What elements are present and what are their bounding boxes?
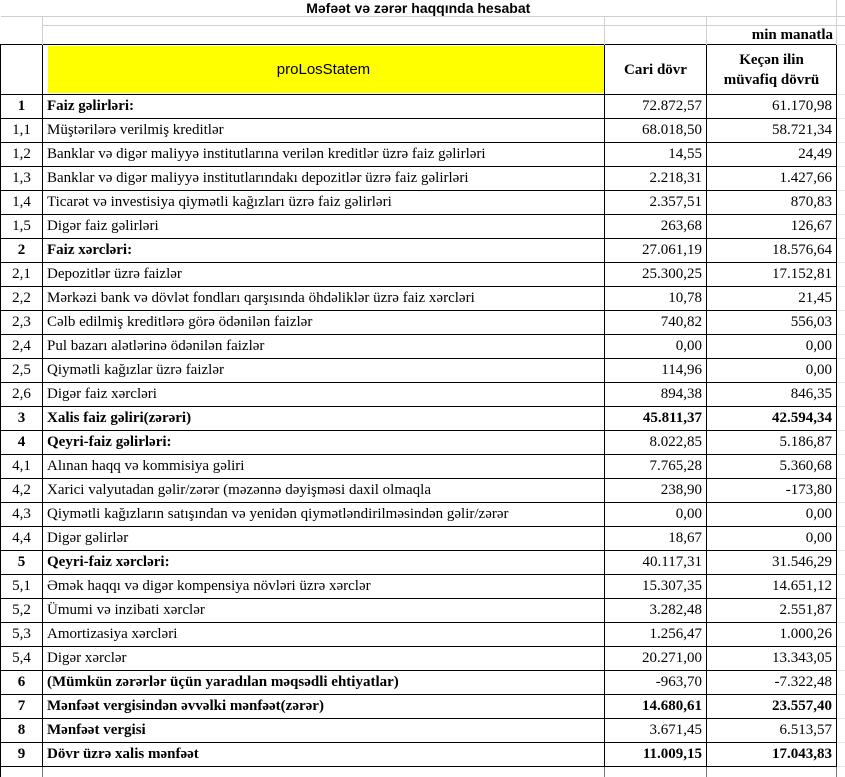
statement-name-cell[interactable]: proLosStatem [43,45,605,95]
value-current-cell[interactable]: 894,38 [605,383,707,407]
table-row [1,119,845,143]
value-current-cell[interactable]: 45.811,37 [605,407,707,431]
table-row [1,239,845,263]
row-label-cell[interactable]: Müştərilərə verilmiş kreditlər [43,119,605,143]
gutter-cell [837,311,845,335]
row-label-cell[interactable]: Mərkəzi bank və dövlət fondları qarşısında öhdəliklər üzrə faiz xərcləri [43,287,605,311]
spacer-row [1,17,845,26]
value-current-cell[interactable]: 14.680,61 [605,695,707,719]
table-row [1,359,845,383]
value-previous-cell[interactable]: 0,00 [707,527,837,551]
row-label-cell[interactable]: Ticarət və investisiya qiymətli kağızları üzrə faiz gəlirləri [43,191,605,215]
gutter-cell [837,215,845,239]
row-number-cell[interactable]: 5,2 [1,599,43,623]
gutter-cell [837,479,845,503]
row-number-cell[interactable]: 2,4 [1,335,43,359]
table-row [1,455,845,479]
row-number-cell[interactable]: 4,3 [1,503,43,527]
gutter-cell [837,167,845,191]
row-number-cell[interactable]: 5,3 [1,623,43,647]
row-label-cell[interactable]: Faiz gəlirləri: [43,95,605,119]
value-current-cell[interactable]: 40.117,31 [605,551,707,575]
value-current-cell[interactable]: 11.009,15 [605,743,707,767]
sheet-bottom [1,767,845,777]
table-row [1,431,845,455]
row-number-cell[interactable]: 2,2 [1,287,43,311]
gutter-cell [837,359,845,383]
table-row [1,623,845,647]
table-row [1,143,845,167]
value-current-cell[interactable]: 25.300,25 [605,263,707,287]
value-previous-cell[interactable]: 23.557,40 [707,695,837,719]
value-current-cell[interactable]: 3.671,45 [605,719,707,743]
value-current-cell[interactable]: 14,55 [605,143,707,167]
gutter-cell [837,455,845,479]
row-label-cell[interactable]: Alınan haqq və kommisiya gəliri [43,455,605,479]
row-number-cell[interactable]: 2 [1,239,43,263]
value-previous-cell[interactable]: 5.360,68 [707,455,837,479]
row-number-cell[interactable]: 2,3 [1,311,43,335]
value-previous-cell[interactable]: 1.000,26 [707,623,837,647]
value-current-cell[interactable]: 2.357,51 [605,191,707,215]
cutoff-cell[interactable] [43,767,605,777]
row-number-cell[interactable]: 6 [1,671,43,695]
row-label-cell[interactable]: Digər faiz xərcləri [43,383,605,407]
row-label-cell[interactable]: Depozitlər üzrə faizlər [43,263,605,287]
row-number-cell[interactable]: 7 [1,695,43,719]
row-label-cell[interactable]: Faiz xərcləri: [43,239,605,263]
gutter-cell [837,695,845,719]
row-label-cell[interactable]: Digər gəlirlər [43,527,605,551]
row-label-cell[interactable]: Banklar və digər maliyyə institutlarına verilən kreditlər üzrə faiz gəlirləri [43,143,605,167]
gutter-cell [837,671,845,695]
row-label-cell[interactable]: (Mümkün zərərlər üçün yaradılan məqsədli ehtiyatlar) [43,671,605,695]
table-row [1,167,845,191]
sheet-top [1,0,845,95]
value-current-cell[interactable]: 1.256,47 [605,623,707,647]
row-label-cell[interactable]: Qiymətli kağızların satışından və yenidən qiymətləndirilməsindən gəlir/zərər [43,503,605,527]
gutter-cell [837,119,845,143]
empty-cell[interactable] [43,26,605,45]
gutter-cell [837,383,845,407]
table-row [1,599,845,623]
table-row [1,743,845,767]
row-number-cell[interactable]: 2,5 [1,359,43,383]
table-row [1,527,845,551]
value-previous-cell[interactable]: 42.594,34 [707,407,837,431]
gutter-cell [837,431,845,455]
row-label-cell[interactable]: Mənfəət vergisindən əvvəlki mənfəət(zərər) [43,695,605,719]
row-label-cell[interactable]: Ümumi və inzibati xərclər [43,599,605,623]
value-previous-cell[interactable]: 17.043,83 [707,743,837,767]
value-current-cell[interactable]: 20.271,00 [605,647,707,671]
value-current-cell[interactable]: 114,96 [605,359,707,383]
row-number-cell[interactable]: 4,4 [1,527,43,551]
col-header-previous-line1: Keçən ilin [707,50,836,70]
value-current-cell[interactable]: 2.218,31 [605,167,707,191]
value-previous-cell[interactable]: 6.513,57 [707,719,837,743]
row-label-cell[interactable]: Əmək haqqı və digər kompensiya növləri üzrə xərclər [43,575,605,599]
table-row [1,95,845,119]
value-previous-cell[interactable]: 13.343,05 [707,647,837,671]
gutter-cell [837,743,845,767]
gutter-cell [837,407,845,431]
gutter-cell [837,551,845,575]
gutter-cell [837,239,845,263]
value-previous-cell[interactable]: 0,00 [707,503,837,527]
gutter-cell [837,599,845,623]
table-row [1,647,845,671]
row-number-cell[interactable]: 3 [1,407,43,431]
row-number-cell[interactable]: 1,2 [1,143,43,167]
value-previous-cell[interactable]: 556,03 [707,311,837,335]
value-previous-cell[interactable]: -173,80 [707,479,837,503]
value-current-cell[interactable]: 740,82 [605,311,707,335]
value-previous-cell[interactable]: 17.152,81 [707,263,837,287]
row-label-cell[interactable]: Cəlb edilmiş kreditlərə görə ödənilən faizlər [43,311,605,335]
row-label-cell[interactable]: Qeyri-faiz xərcləri: [43,551,605,575]
gutter-cell [837,623,845,647]
row-number-cell[interactable]: 2,6 [1,383,43,407]
table-row [1,335,845,359]
row-label-cell[interactable]: Digər xərclər [43,647,605,671]
row-number-cell[interactable]: 1,1 [1,119,43,143]
row-label-cell[interactable]: Mənfəət vergisi [43,719,605,743]
value-current-cell[interactable]: 7.765,28 [605,455,707,479]
value-previous-cell[interactable]: 21,45 [707,287,837,311]
gutter-cell [837,17,845,26]
empty-cell[interactable] [1,26,43,45]
row-number-cell[interactable]: 4,1 [1,455,43,479]
table-row [1,551,845,575]
gutter-cell [837,647,845,671]
value-previous-cell[interactable]: 5.186,87 [707,431,837,455]
value-previous-cell[interactable]: 58.721,34 [707,119,837,143]
row-number-cell[interactable]: 1 [1,95,43,119]
row-label-cell[interactable]: Amortizasiya xərcləri [43,623,605,647]
page-title[interactable]: Məfəət və zərər haqqında hesabat [1,0,837,17]
row-label-cell[interactable]: Xalis faiz gəliri(zərəri) [43,407,605,431]
value-previous-cell[interactable]: 24,49 [707,143,837,167]
row-label-cell[interactable]: Digər faiz gəlirləri [43,215,605,239]
value-previous-cell[interactable]: -7.322,48 [707,671,837,695]
value-current-cell[interactable]: 3.282,48 [605,599,707,623]
row-number-cell[interactable]: 1,4 [1,191,43,215]
table-row [1,407,845,431]
table-row [1,287,845,311]
gutter-cell [837,95,845,119]
row-number-cell[interactable]: 8 [1,719,43,743]
value-current-cell[interactable]: 0,00 [605,335,707,359]
value-current-cell[interactable]: 238,90 [605,479,707,503]
value-previous-cell[interactable]: 126,67 [707,215,837,239]
table-row [1,719,845,743]
value-previous-cell[interactable]: 14.651,12 [707,575,837,599]
row-label-cell[interactable]: Dövr üzrə xalis mənfəət [43,743,605,767]
table-row [1,479,845,503]
gutter-cell [837,143,845,167]
gutter-cell [837,575,845,599]
value-previous-cell[interactable]: 18.576,64 [707,239,837,263]
value-current-cell[interactable]: 15.307,35 [605,575,707,599]
table-row [1,671,845,695]
gutter-cell [837,263,845,287]
cutoff-row [1,767,845,777]
gutter-cell [837,26,845,45]
value-previous-cell[interactable]: 0,00 [707,335,837,359]
row-number-cell[interactable]: 5,4 [1,647,43,671]
value-current-cell[interactable]: -963,70 [605,671,707,695]
table-row [1,575,845,599]
gutter-cell [837,45,845,95]
gutter-cell [837,287,845,311]
value-current-cell[interactable]: 18,67 [605,527,707,551]
spacer-cell[interactable] [605,17,707,26]
table-row [1,215,845,239]
table-header-row [1,45,845,95]
value-previous-cell[interactable]: 1.427,66 [707,167,837,191]
gutter-cell [837,191,845,215]
cutoff-cell[interactable] [707,767,837,777]
cutoff-cell[interactable] [605,767,707,777]
row-number-cell[interactable]: 9 [1,743,43,767]
value-current-cell[interactable]: 72.872,57 [605,95,707,119]
col-header-previous-line2: müvafiq dövrü [707,70,836,90]
value-current-cell[interactable]: 8.022,85 [605,431,707,455]
row-label-cell[interactable]: Qeyri-faiz gəlirləri: [43,431,605,455]
unit-note-row [1,26,845,45]
cutoff-cell[interactable] [1,767,43,777]
empty-cell[interactable] [605,26,707,45]
table-body [1,95,845,767]
row-label-cell[interactable]: Banklar və digər maliyyə institutlarındakı depozitlər üzrə faiz gəlirləri [43,167,605,191]
value-current-cell[interactable]: 27.061,19 [605,239,707,263]
row-number-cell[interactable]: 1,3 [1,167,43,191]
value-current-cell[interactable]: 68.018,50 [605,119,707,143]
title-row [1,0,845,17]
gutter-cell [837,527,845,551]
spacer-cell[interactable] [707,17,837,26]
row-number-cell[interactable]: 2,1 [1,263,43,287]
corner-cell[interactable] [1,45,43,95]
value-current-cell[interactable]: 0,00 [605,503,707,527]
value-previous-cell[interactable]: 870,83 [707,191,837,215]
value-previous-cell[interactable]: 846,35 [707,383,837,407]
unit-note[interactable]: min manatla [707,26,837,45]
gutter-cell [837,335,845,359]
row-label-cell[interactable]: Pul bazarı alətlərinə ödənilən faizlər [43,335,605,359]
gutter-cell [837,0,845,17]
table-row [1,191,845,215]
gutter-cell [837,767,845,777]
table-row [1,263,845,287]
gutter-cell [837,503,845,527]
row-number-cell[interactable]: 5,1 [1,575,43,599]
row-number-cell[interactable]: 4 [1,431,43,455]
value-previous-cell[interactable]: 31.546,29 [707,551,837,575]
table-row [1,383,845,407]
value-previous-cell[interactable]: 2.551,87 [707,599,837,623]
table-row [1,503,845,527]
value-previous-cell[interactable]: 0,00 [707,359,837,383]
spacer-cell[interactable] [1,17,43,26]
row-number-cell[interactable]: 5 [1,551,43,575]
table-row [1,695,845,719]
col-header-current[interactable]: Cari dövr [605,45,707,95]
row-label-cell[interactable]: Qiymətli kağızlar üzrə faizlər [43,359,605,383]
row-number-cell[interactable]: 1,5 [1,215,43,239]
value-current-cell[interactable]: 263,68 [605,215,707,239]
spacer-cell[interactable] [43,17,605,26]
row-label-cell[interactable]: Xarici valyutadan gəlir/zərər (məzənnə dəyişməsi daxil olmaqla [43,479,605,503]
gutter-cell [837,719,845,743]
col-header-previous[interactable] [707,45,837,95]
table-row [1,311,845,335]
row-number-cell[interactable]: 4,2 [1,479,43,503]
value-current-cell[interactable]: 10,78 [605,287,707,311]
value-previous-cell[interactable]: 61.170,98 [707,95,837,119]
